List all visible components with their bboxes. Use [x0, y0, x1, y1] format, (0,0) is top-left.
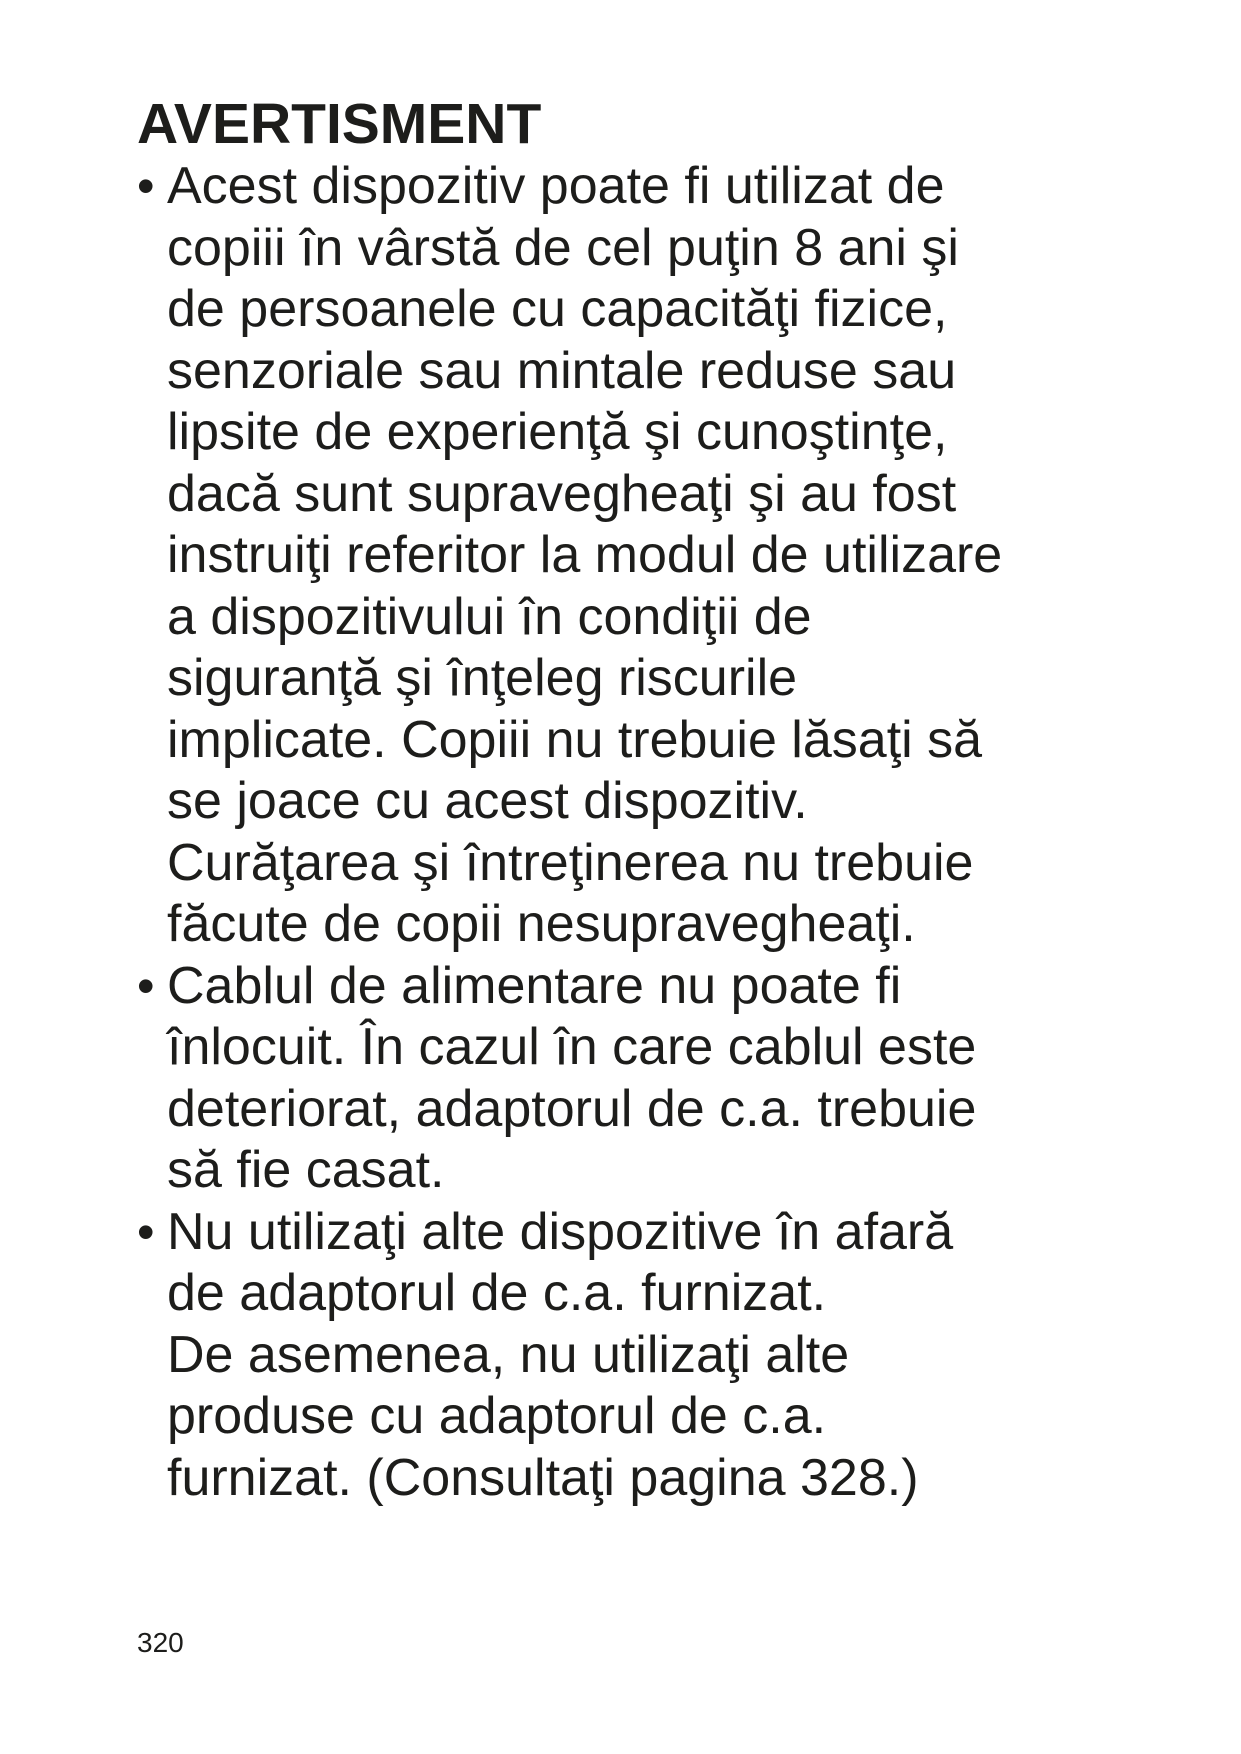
- warning-text-line: senzoriale sau mintale reduse sau: [167, 341, 957, 400]
- warning-heading: AVERTISMENT: [137, 92, 542, 156]
- warning-item: [137, 1202, 1137, 1510]
- warning-text-line: dacă sunt supravegheaţi şi au fost: [167, 464, 957, 523]
- warning-text-line: implicate. Copiii nu trebuie lăsaţi să: [167, 710, 983, 769]
- warning-list: [137, 156, 1137, 1509]
- warning-text-line: a dispozitivului în condiţii de: [167, 587, 812, 646]
- warning-text-line: siguranţă şi înţeleg riscurile: [167, 649, 798, 707]
- warning-text-line: deteriorat, adaptorul de c.a. trebuie: [167, 1079, 977, 1138]
- warning-text-line: copiii în vârstă de cel puţin 8 ani şi: [167, 218, 959, 277]
- warning-text-line: produse cu adaptorul de c.a.: [167, 1387, 827, 1445]
- warning-text-line: Acest dispozitiv poate fi utilizat de: [167, 157, 945, 215]
- warning-item: [137, 956, 1137, 1202]
- warning-text-line: se joace cu acest dispozitiv.: [167, 772, 808, 830]
- bullet-icon: •: [137, 158, 155, 214]
- warning-text-line: Nu utilizaţi alte dispozitive în afară: [167, 1202, 954, 1261]
- bullet-icon: •: [137, 957, 155, 1014]
- warning-text-line: făcute de copii nesupravegheaţi.: [167, 895, 916, 953]
- bullet-icon: •: [137, 1203, 155, 1260]
- warning-text-line: instruiţi referitor la modul de utilizare: [167, 526, 1003, 584]
- warning-text-line: Curăţarea şi întreţinerea nu trebuie: [167, 833, 974, 892]
- warning-text-line: să fie casat.: [167, 1141, 445, 1199]
- warning-text-line: Cablul de alimentare nu poate fi: [167, 956, 902, 1015]
- warning-text-line: lipsite de experienţă şi cunoştinţe,: [167, 403, 948, 461]
- warning-text-line: de adaptorul de c.a. furnizat.: [167, 1264, 827, 1322]
- page-number: 320: [137, 1627, 184, 1658]
- warning-text-line: De asemenea, nu utilizaţi alte: [167, 1325, 850, 1384]
- warning-text-line: înlocuit. În cazul în care cablul este: [167, 1018, 977, 1076]
- warning-text-line: de persoanele cu capacităţi fizice,: [167, 280, 948, 338]
- warning-item: [137, 156, 1137, 956]
- warning-text-line: furnizat. (Consultaţi pagina 328.): [167, 1448, 919, 1507]
